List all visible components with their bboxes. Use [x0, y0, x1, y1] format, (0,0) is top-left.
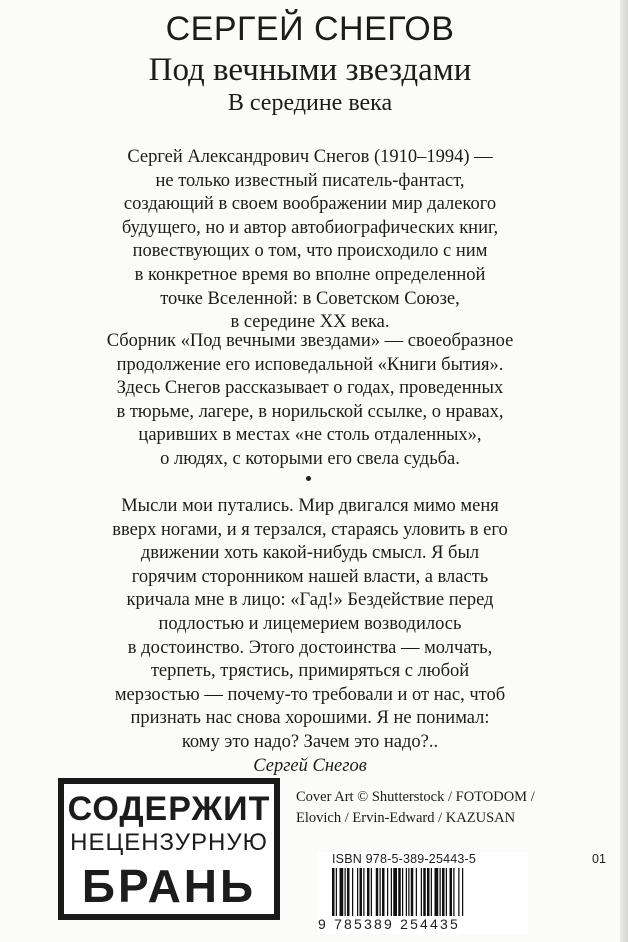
quote-line: мерзостью — почему-то требовали и от нас, чтоб — [114, 684, 506, 705]
isbn-label: ISBN 978-5-389-25443-5 — [332, 852, 477, 866]
author-name: СЕРГЕЙ СНЕГОВ — [165, 10, 455, 48]
annotation-line: будущего, но и автор автобиографических книг, — [121, 217, 499, 238]
book-title: Под вечными звездами — [148, 52, 472, 88]
collection-description — [0, 330, 620, 472]
barcode-bar — [408, 868, 409, 916]
stamp-line-profanity: БРАНЬ — [81, 860, 257, 912]
barcode-bar — [363, 868, 364, 916]
book-spine-edge — [620, 0, 628, 942]
collection-line: о людях, с которыми его свела судьба. — [160, 448, 460, 469]
quote-line: движении хоть какой-нибудь смысл. Я был — [140, 543, 480, 564]
collection-line: в тюрьме, лагере, в норильской ссылке, о нравах, — [116, 401, 504, 422]
quote-line: кому это надо? Зачем это надо?.. — [181, 731, 439, 752]
quote-line: признать нас снова хорошими. Я не понимал: — [130, 708, 490, 729]
annotation-line: создающий в своем воображении мир далекого — [123, 194, 497, 215]
barcode-bar — [367, 868, 370, 916]
quote-line: в достоинство. Этого достоинства — молчать, — [127, 637, 493, 658]
barcode-bar — [376, 868, 379, 916]
barcode-bar — [458, 868, 459, 916]
barcode-bar — [347, 868, 350, 916]
barcode-bar — [357, 868, 358, 916]
barcode-bar — [336, 868, 337, 916]
barcode-bar — [402, 868, 403, 916]
annotation-line: повествующих о том, что происходило с ним — [132, 241, 488, 262]
author-quote — [0, 495, 620, 778]
barcode-bar — [421, 868, 422, 916]
quote-line: подлостью и лицемерием возводилось — [158, 613, 462, 634]
barcode-bar — [360, 868, 363, 916]
barcode-bar — [423, 868, 426, 916]
stamp-line-uncensored: НЕЦЕНЗУРНУЮ — [70, 829, 268, 856]
quote-line: кричала мне в лицо: «Гад!» Бездействие перед — [126, 590, 494, 611]
barcode-bar — [393, 868, 397, 916]
barcode-bar — [387, 868, 388, 916]
barcode-bar — [340, 868, 344, 916]
isbn-barcode — [318, 852, 606, 934]
barcode-bar — [427, 868, 430, 916]
barcode-bar — [462, 868, 463, 916]
barcode-bar — [406, 868, 407, 916]
barcode-bar — [382, 868, 385, 916]
barcode-bar — [450, 868, 453, 916]
barcode-bars — [332, 868, 524, 918]
stamp-line-contains: СОДЕРЖИТ — [67, 790, 271, 828]
annotation-line: не только известный писатель-фантаст, — [155, 170, 465, 191]
annotation-line: в конкретное время во вполне определенной — [134, 264, 486, 285]
barcode-bar — [345, 868, 346, 916]
barcode-bar — [380, 868, 381, 916]
book-subtitle: В середине века — [227, 90, 393, 116]
quote-line: горячим сторонником нашей власти, а власть — [131, 566, 489, 587]
barcode-bar — [352, 868, 353, 916]
quote-line: Мысли мои путались. Мир двигался мимо меня — [121, 496, 499, 516]
barcode-bar — [416, 868, 417, 916]
collection-line: продолжение его исповедальной «Книги бытия». — [116, 354, 504, 375]
quote-line: вверх ногами, и я терзался, стараясь уловить в его — [112, 519, 508, 540]
barcode-bar — [442, 868, 445, 916]
barcode-bar — [431, 868, 432, 916]
collection-line: Здесь Снегов рассказывает о годах, проведенных — [116, 378, 504, 399]
barcode-bar — [398, 868, 401, 916]
annotation-line: точке Вселенной: в Советском Союзе, — [160, 288, 460, 309]
cover-art-credits — [296, 787, 596, 829]
collection-line: царивших в местах «не столь отдаленных», — [138, 425, 482, 446]
collection-line: Сборник «Под вечными звездами» — своеобразное — [106, 331, 514, 351]
barcode-bar — [453, 868, 454, 916]
quote-line: терпеть, трястись, примиряться с любой — [150, 661, 470, 682]
barcode-digits: 9 785389 254435 — [318, 916, 460, 932]
barcode-bar — [411, 868, 414, 916]
barcode-bar — [371, 868, 372, 916]
barcode-bar — [332, 868, 335, 916]
quote-signature: Сергей Снегов — [253, 755, 367, 776]
barcode-bar — [440, 868, 441, 916]
credits-line: Cover Art © Shutterstock / FOTODOM / — [296, 789, 535, 805]
barcode-bar — [435, 868, 439, 916]
credits-line: Elovich / Ervin-Edward / KAZUSAN — [296, 810, 516, 826]
author-annotation — [0, 146, 620, 335]
annotation-line: Сергей Александрович Снегов (1910–1994) — — [127, 147, 493, 167]
barcode-bar — [391, 868, 392, 916]
barcode-bar — [446, 868, 447, 916]
section-divider-dot — [306, 476, 311, 481]
barcode-addon: 01 — [592, 852, 606, 866]
profanity-warning-stamp — [58, 778, 280, 920]
annotation-line: в середине XX века. — [230, 312, 390, 333]
